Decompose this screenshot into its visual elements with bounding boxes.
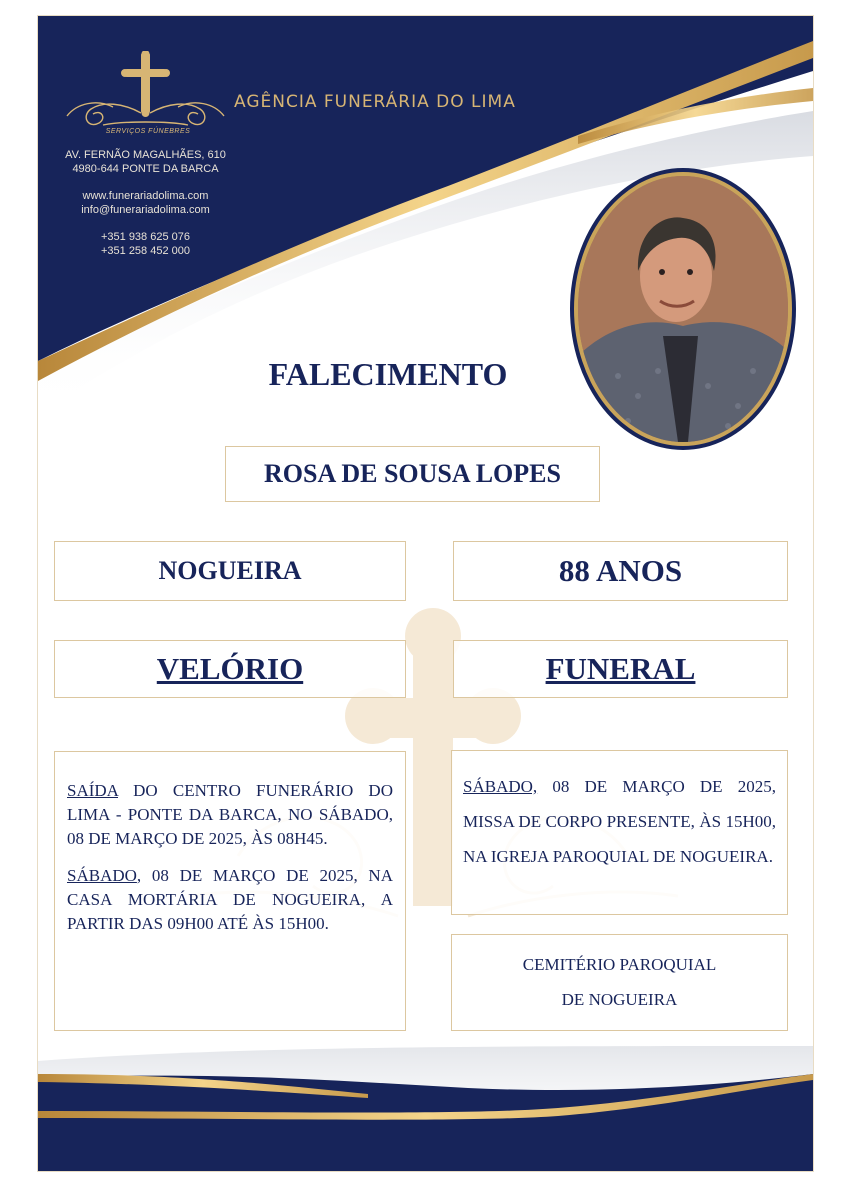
place-box: NOGUEIRA (54, 541, 406, 601)
velorio-p2-lead: SÁBADO (67, 866, 137, 885)
portrait-frame (570, 168, 796, 450)
age-box: 88 ANOS (453, 541, 788, 601)
cemetery-line-1: CEMITÉRIO PAROQUIAL (522, 955, 717, 974)
agency-name: AGÊNCIA FUNERÁRIA DO LIMA (234, 92, 516, 112)
cemetery-box (451, 934, 788, 1031)
cemetery-line-2: DE NOGUEIRA (561, 990, 678, 1009)
funeral-p-text: 08 DE MARÇO DE 2025, MISSA DE CORPO PRESENTE, ÀS 15H00, NA IGREJA PAROQUIAL DE NOGUEIRA. (463, 777, 776, 866)
agency-logo (63, 51, 228, 131)
velorio-p1-text: DO CENTRO FUNERÁRIO DO LIMA - PONTE DA BARCA, NO SÁBADO, 08 DE MARÇO DE 2025, ÀS 08H45. (67, 781, 393, 848)
website-link[interactable]: www.funerariadolima.com (82, 190, 209, 202)
velorio-heading: VELÓRIO (54, 640, 406, 698)
funeral-p-lead: SÁBADO, (463, 777, 538, 796)
velorio-details (54, 751, 406, 1031)
funeral-details (451, 750, 788, 915)
obituary-poster (37, 15, 814, 1172)
velorio-paragraph-1 (67, 779, 393, 851)
notice-title: FALECIMENTO (268, 356, 508, 392)
velorio-p2-text: , 08 DE MARÇO DE 2025, NA CASA MORTÁRIA DE NOGUEIRA, A PARTIR DAS 09H00 ATÉ ÀS 15H00. (67, 866, 393, 933)
velorio-p1-lead: SAÍDA (67, 781, 119, 800)
velorio-paragraph-2 (67, 864, 393, 936)
agency-tagline: SERVIÇOS FÚNEBRES (105, 128, 191, 135)
funeral-heading: FUNERAL (453, 640, 788, 698)
funeral-paragraph (463, 769, 776, 874)
portrait-photo (578, 176, 788, 442)
deceased-name: ROSA DE SOUSA LOPES (225, 446, 600, 502)
phone-2[interactable]: +351 258 452 000 (100, 245, 190, 257)
address-line-1: AV. FERNÃO MAGALHÃES, 610 (65, 149, 226, 161)
email-link[interactable]: info@funerariadolima.com (81, 204, 210, 216)
phone-1[interactable]: +351 938 625 076 (100, 231, 190, 243)
address-line-2: 4980-644 PONTE DA BARCA (72, 163, 219, 175)
